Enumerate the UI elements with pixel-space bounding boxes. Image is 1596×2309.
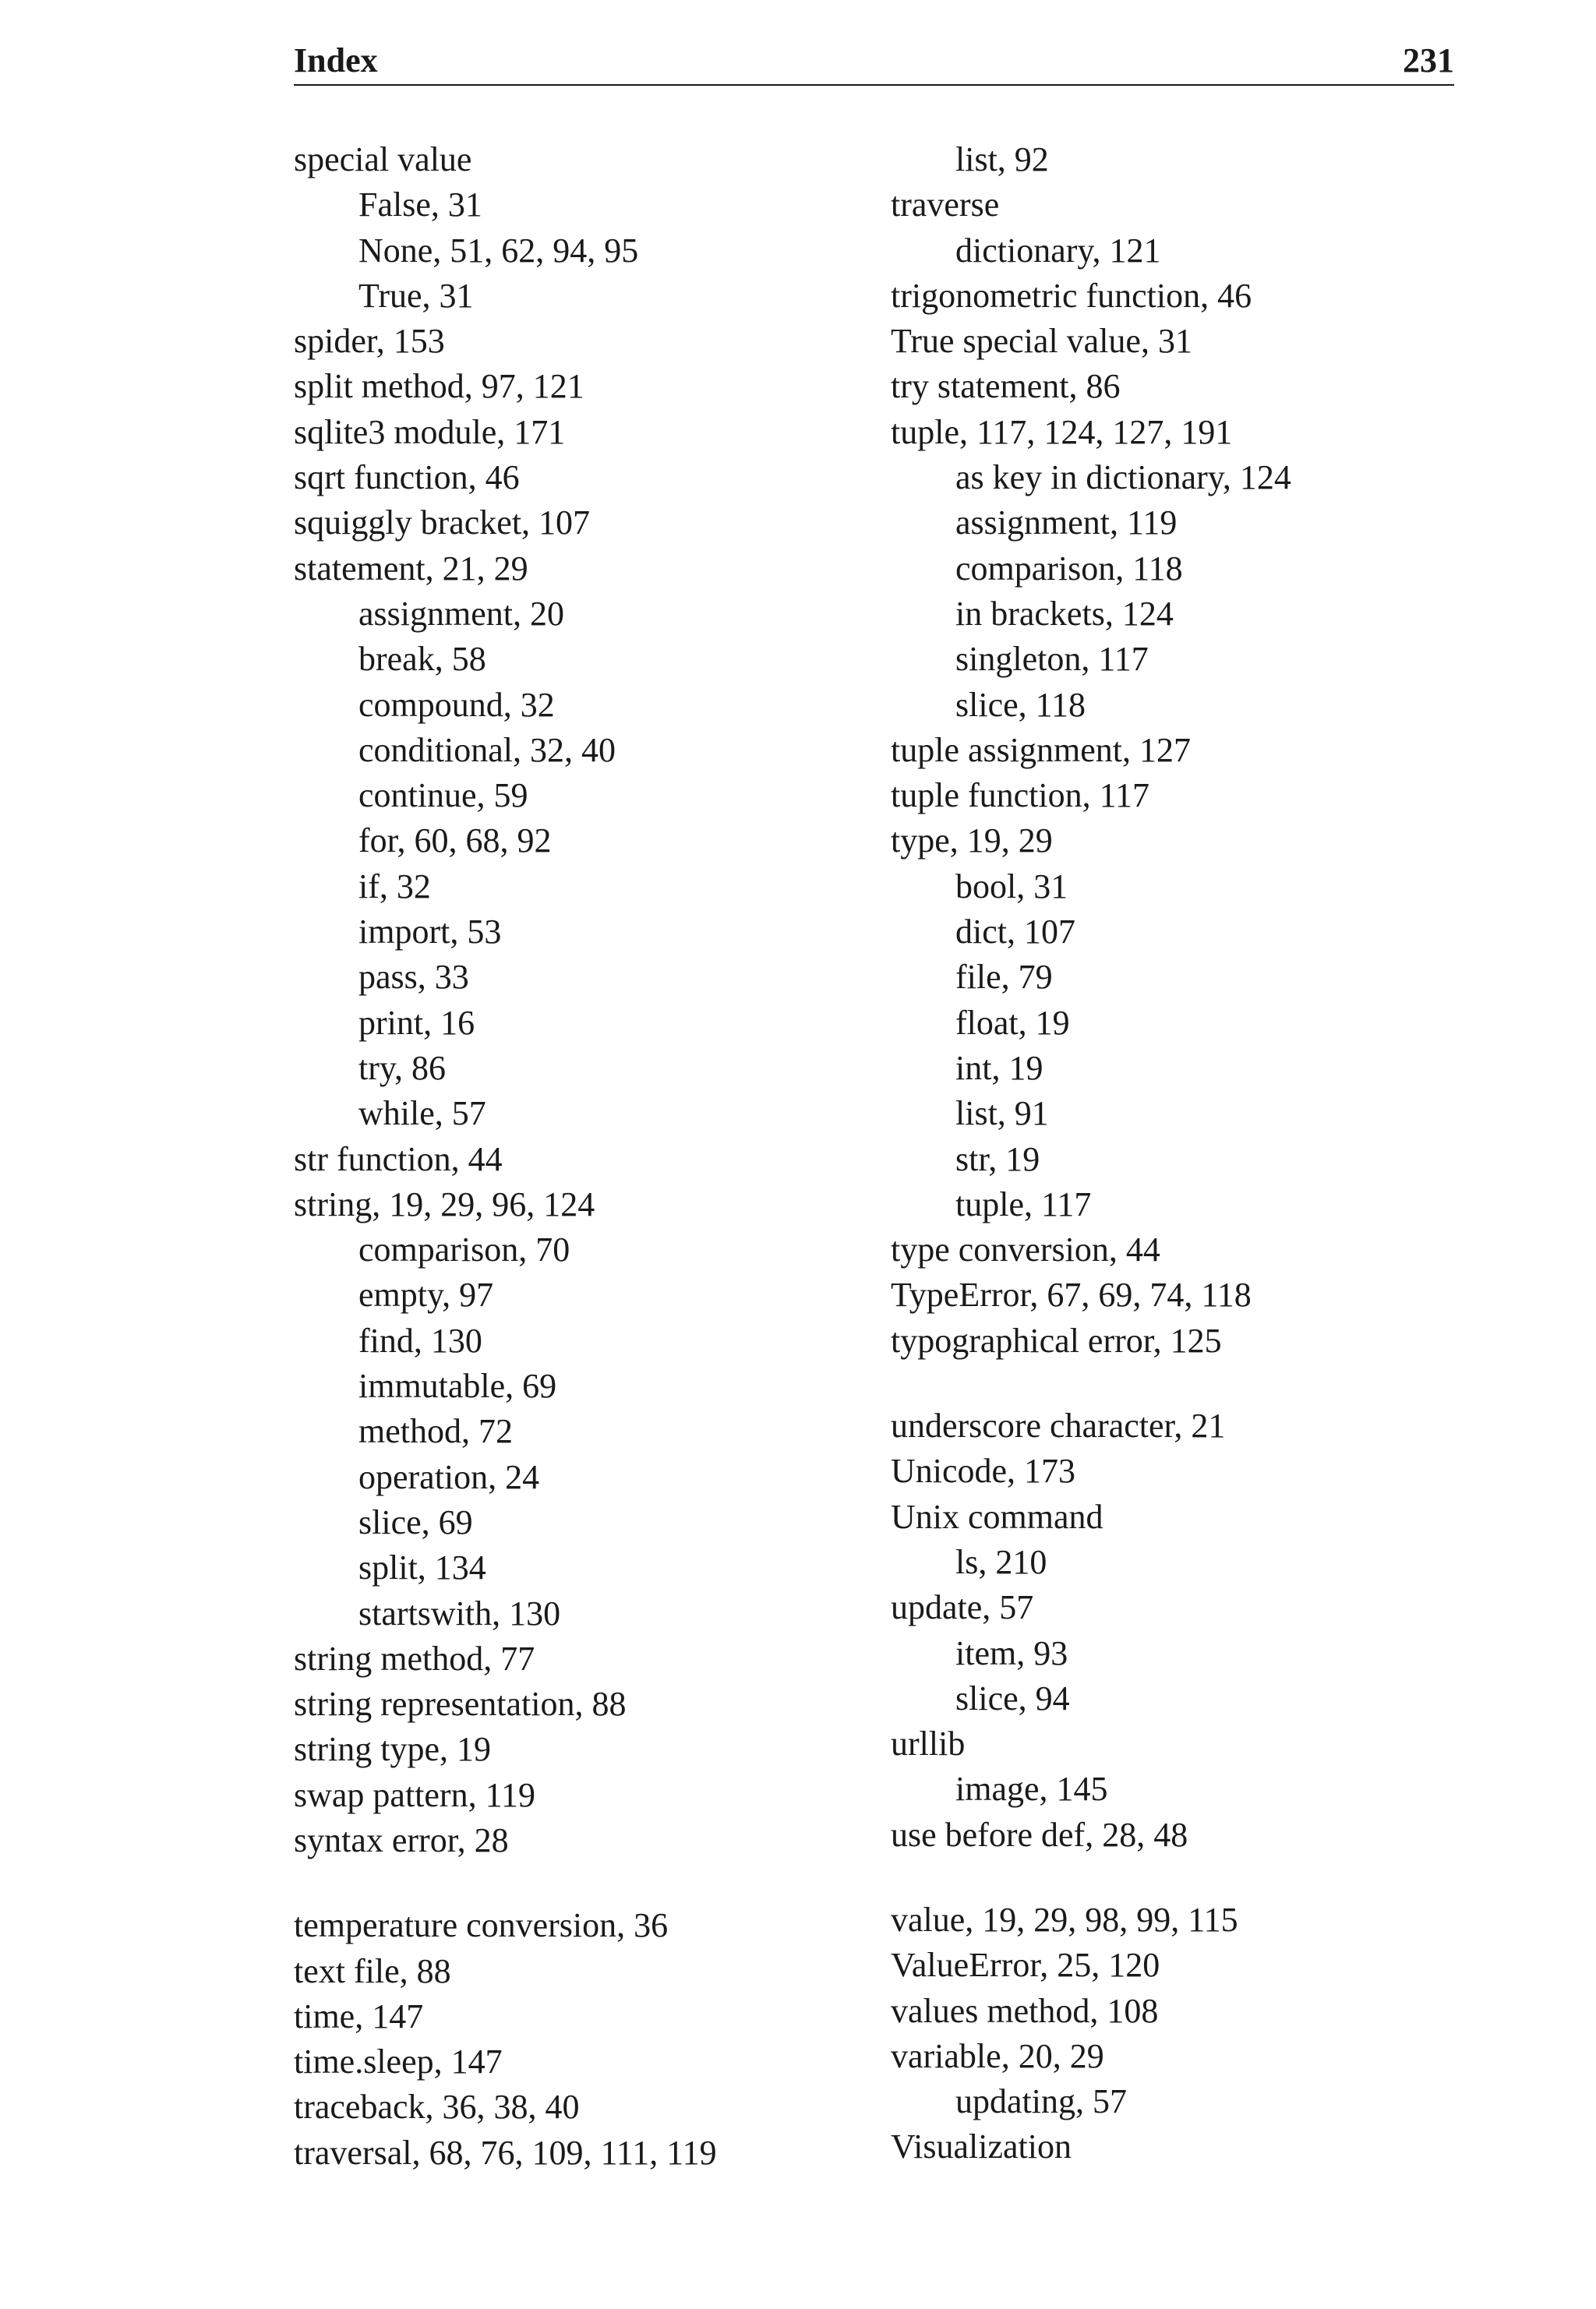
index-entry: special value [294, 140, 472, 178]
index-entry: sqlite3 module, 171 [294, 412, 566, 451]
index-entry: Visualization [891, 2127, 1072, 2166]
index-entry: trigonometric function, 46 [891, 276, 1252, 315]
index-subentry: empty, 97 [358, 1276, 494, 1315]
index-subentry: if, 32 [358, 867, 431, 906]
index-subentry: file, 79 [955, 958, 1053, 997]
index-entry: variable, 20, 29 [891, 2036, 1104, 2075]
index-subentry: bool, 31 [955, 867, 1068, 906]
index-entry: Unicode, 173 [891, 1452, 1076, 1491]
index-subentry: comparison, 118 [955, 549, 1183, 588]
index-entry: squiggly bracket, 107 [294, 503, 591, 542]
index-subentry: immutable, 69 [358, 1367, 557, 1406]
index-subentry: False, 31 [358, 185, 482, 224]
index-entry: tuple, 117, 124, 127, 191 [891, 412, 1233, 451]
index-subentry: compound, 32 [358, 685, 555, 724]
index-entry: string representation, 88 [294, 1685, 627, 1724]
index-subentry: pass, 33 [358, 958, 469, 997]
index-entry: TypeError, 67, 69, 74, 118 [891, 1276, 1252, 1315]
index-entry: update, 57 [891, 1588, 1034, 1627]
index-subentry: for, 60, 68, 92 [358, 821, 552, 860]
index-entry: syntax error, 28 [294, 1820, 509, 1859]
index-entry: traceback, 36, 38, 40 [294, 2088, 580, 2127]
index-subentry: find, 130 [358, 1321, 482, 1360]
index-subentry: item, 93 [955, 1633, 1068, 1672]
index-subentry: slice, 118 [955, 685, 1086, 724]
index-subentry: updating, 57 [955, 2082, 1127, 2121]
index-subentry: assignment, 20 [358, 594, 564, 633]
index-entry: time.sleep, 147 [294, 2042, 503, 2081]
index-entry: Unix command [891, 1497, 1103, 1536]
index-entry: text file, 88 [294, 1951, 451, 1990]
index-entry: tuple assignment, 127 [891, 730, 1191, 769]
index-entry: str function, 44 [294, 1139, 503, 1178]
index-subentry: list, 92 [955, 140, 1049, 178]
index-subentry: conditional, 32, 40 [358, 730, 616, 769]
index-entry: urllib [891, 1725, 966, 1764]
running-head-title: Index [294, 41, 378, 79]
index-subentry: print, 16 [358, 1003, 475, 1042]
index-entry: traversal, 68, 76, 109, 111, 119 [294, 2133, 717, 2172]
index-entry: ValueError, 25, 120 [891, 1946, 1160, 1985]
index-subentry: while, 57 [358, 1094, 486, 1133]
index-subentry: ls, 210 [955, 1542, 1047, 1581]
letter-group-gap [891, 1858, 1467, 1898]
index-column-right [891, 137, 1467, 2170]
index-subentry: dict, 107 [955, 913, 1075, 951]
index-entry: string method, 77 [294, 1639, 535, 1678]
index-entry: string, 19, 29, 96, 124 [294, 1185, 595, 1223]
index-entry: tuple function, 117 [891, 776, 1149, 815]
index-entry: underscore character, 21 [891, 1407, 1226, 1446]
index-subentry: image, 145 [955, 1770, 1108, 1809]
index-subentry: float, 19 [955, 1003, 1070, 1042]
index-subentry: int, 19 [955, 1048, 1043, 1087]
index-subentry: method, 72 [358, 1412, 513, 1451]
page-number: 231 [1403, 41, 1454, 79]
index-entry: swap pattern, 119 [294, 1775, 535, 1814]
index-entry: True special value, 31 [891, 322, 1192, 361]
index-entry: try statement, 86 [891, 367, 1121, 406]
index-entry: typographical error, 125 [891, 1321, 1222, 1360]
index-entry: temperature conversion, 36 [294, 1906, 669, 1945]
index-subentry: as key in dictionary, 124 [955, 458, 1291, 497]
index-subentry: in brackets, 124 [955, 594, 1174, 633]
index-subentry: list, 91 [955, 1094, 1049, 1133]
index-entry: type conversion, 44 [891, 1230, 1160, 1269]
index-subentry: startswith, 130 [358, 1594, 561, 1633]
index-entry: time, 147 [294, 1997, 424, 2035]
index-entry: statement, 21, 29 [294, 549, 528, 588]
page-header [294, 41, 1454, 86]
letter-group-gap [294, 1863, 870, 1903]
index-subentry: None, 51, 62, 94, 95 [358, 231, 639, 270]
index-subentry: operation, 24 [358, 1457, 540, 1496]
index-subentry: try, 86 [358, 1048, 447, 1087]
index-entry: type, 19, 29 [891, 821, 1053, 860]
index-column-left [294, 137, 870, 2176]
index-subentry: comparison, 70 [358, 1230, 570, 1269]
index-entry: use before def, 28, 48 [891, 1815, 1188, 1854]
index-entry: value, 19, 29, 98, 99, 115 [891, 1900, 1238, 1939]
index-subentry: singleton, 117 [955, 640, 1149, 679]
index-subentry: True, 31 [358, 276, 474, 315]
index-subentry: split, 134 [358, 1548, 486, 1587]
letter-group-gap [891, 1364, 1467, 1403]
index-subentry: tuple, 117 [955, 1185, 1092, 1223]
index-entry: spider, 153 [294, 322, 445, 361]
index-subentry: dictionary, 121 [955, 231, 1161, 270]
index-subentry: continue, 59 [358, 776, 528, 815]
index-entry: string type, 19 [294, 1730, 491, 1769]
index-subentry: break, 58 [358, 640, 486, 679]
index-subentry: slice, 94 [955, 1679, 1070, 1718]
index-subentry: assignment, 119 [955, 503, 1178, 542]
index-subentry: str, 19 [955, 1139, 1040, 1178]
index-subentry: import, 53 [358, 913, 502, 951]
index-entry: values method, 108 [891, 1991, 1159, 2030]
index-subentry: slice, 69 [358, 1502, 473, 1541]
index-entry: sqrt function, 46 [294, 458, 520, 497]
index-entry: split method, 97, 121 [294, 367, 584, 406]
index-entry: traverse [891, 185, 1000, 224]
